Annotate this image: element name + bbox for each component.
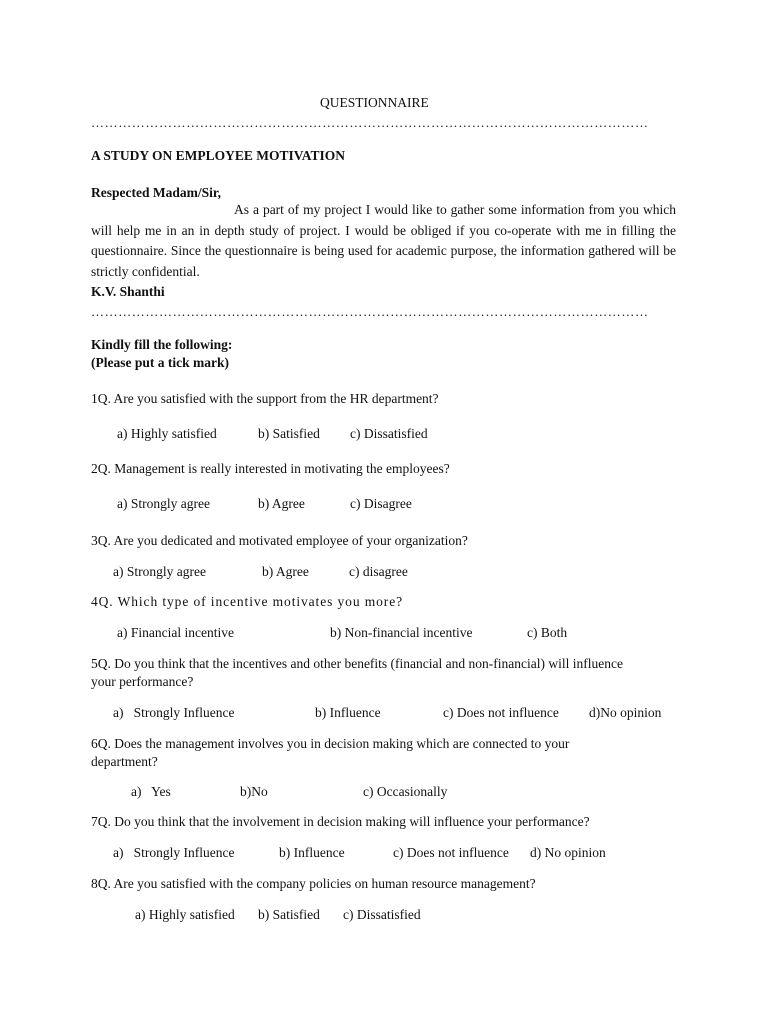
q1-option-b[interactable]: b) Satisfied bbox=[258, 426, 320, 441]
q6-option-b[interactable]: b)No bbox=[240, 784, 268, 799]
dotted-divider-top: …………………………………………………………………………………………………………… bbox=[91, 115, 649, 130]
q1-option-a[interactable]: a) Highly satisfied bbox=[117, 426, 217, 441]
q4-option-b[interactable]: b) Non-financial incentive bbox=[330, 625, 473, 640]
q8-option-b[interactable]: b) Satisfied bbox=[258, 907, 320, 922]
question-5: 5Q. Do you think that the incentives and other benefits (financial and non-financial) will influence your performance? bbox=[91, 656, 623, 689]
author-name: K.V. Shanthi bbox=[91, 284, 165, 299]
instruction-line-1: Kindly fill the following: bbox=[91, 337, 233, 352]
question-1: 1Q. Are you satisfied with the support from the HR department? bbox=[91, 391, 439, 406]
q5-option-d[interactable]: d)No opinion bbox=[589, 705, 662, 720]
q7-option-b[interactable]: b) Influence bbox=[279, 845, 345, 860]
q5-option-a[interactable]: a) Strongly Influence bbox=[113, 705, 235, 720]
q6-option-a[interactable]: a) Yes bbox=[131, 784, 171, 799]
question-7: 7Q. Do you think that the involvement in decision making will influence your performance? bbox=[91, 814, 590, 829]
page-title: QUESTIONNAIRE bbox=[320, 95, 429, 110]
intro-paragraph bbox=[91, 200, 676, 282]
q8-option-c[interactable]: c) Dissatisfied bbox=[343, 907, 421, 922]
question-8: 8Q. Are you satisfied with the company policies on human resource management? bbox=[91, 876, 536, 891]
q2-option-c[interactable]: c) Disagree bbox=[350, 496, 412, 511]
q2-option-a[interactable]: a) Strongly agree bbox=[117, 496, 210, 511]
q3-option-b[interactable]: b) Agree bbox=[262, 564, 309, 579]
q3-option-a[interactable]: a) Strongly agree bbox=[113, 564, 206, 579]
q7-option-d[interactable]: d) No opinion bbox=[530, 845, 606, 860]
intro-text: As a part of my project I would like to gather some information from you which will help me in an in depth study of project. I would be obliged if you co-operate with me in filling the questionnaire. Since the questionnaire is being used for academic purpose, the information gathered will be strictly confidential. bbox=[91, 202, 676, 279]
q5-option-b[interactable]: b) Influence bbox=[315, 705, 381, 720]
study-title: A STUDY ON EMPLOYEE MOTIVATION bbox=[91, 148, 346, 163]
instruction-line-2: (Please put a tick mark) bbox=[91, 355, 229, 370]
q7-option-a[interactable]: a) Strongly Influence bbox=[113, 845, 235, 860]
question-6: 6Q. Does the management involves you in decision making which are connected to your department? bbox=[91, 736, 570, 769]
question-4: 4Q. Which type of incentive motivates you more? bbox=[91, 594, 403, 609]
dotted-divider-bottom: …………………………………………………………………………………………………………… bbox=[91, 304, 649, 319]
q6-option-c[interactable]: c) Occasionally bbox=[363, 784, 448, 799]
question-2: 2Q. Management is really interested in motivating the employees? bbox=[91, 461, 450, 476]
q4-option-c[interactable]: c) Both bbox=[527, 625, 568, 640]
q2-option-b[interactable]: b) Agree bbox=[258, 496, 305, 511]
q3-option-c[interactable]: c) disagree bbox=[349, 564, 408, 579]
question-3: 3Q. Are you dedicated and motivated employee of your organization? bbox=[91, 533, 468, 548]
q8-option-a[interactable]: a) Highly satisfied bbox=[135, 907, 235, 922]
q1-option-c[interactable]: c) Dissatisfied bbox=[350, 426, 428, 441]
salutation: Respected Madam/Sir, bbox=[91, 185, 221, 200]
q5-option-c[interactable]: c) Does not influence bbox=[443, 705, 559, 720]
q4-option-a[interactable]: a) Financial incentive bbox=[117, 625, 234, 640]
q7-option-c[interactable]: c) Does not influence bbox=[393, 845, 509, 860]
